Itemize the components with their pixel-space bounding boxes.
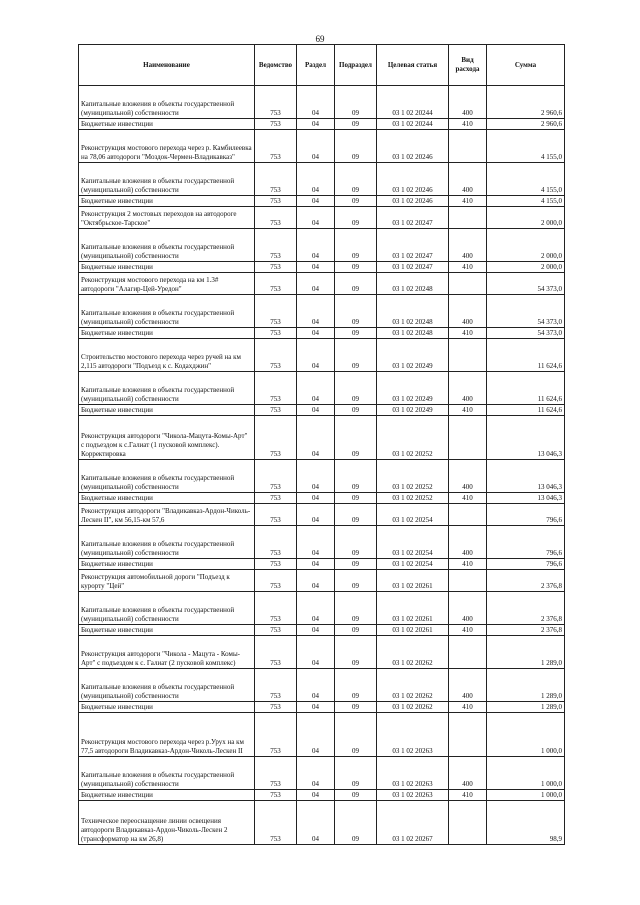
table-row bbox=[79, 119, 565, 130]
cell-razdel: 04 bbox=[297, 570, 335, 592]
cell-name: Бюджетные инвестиции bbox=[79, 328, 255, 339]
cell-vr bbox=[449, 273, 487, 295]
cell-vr bbox=[449, 636, 487, 669]
table-row bbox=[79, 592, 565, 625]
cell-ved: 753 bbox=[255, 702, 297, 713]
cell-vr bbox=[449, 801, 487, 845]
cell-ved: 753 bbox=[255, 526, 297, 559]
cell-ved: 753 bbox=[255, 636, 297, 669]
cell-sum: 1 000,0 bbox=[487, 757, 565, 790]
cell-csr: 03 1 02 20246 bbox=[377, 163, 449, 196]
cell-razdel: 04 bbox=[297, 196, 335, 207]
cell-ved: 753 bbox=[255, 207, 297, 229]
table-row bbox=[79, 229, 565, 262]
cell-ved: 753 bbox=[255, 339, 297, 372]
cell-razdel: 04 bbox=[297, 702, 335, 713]
cell-vr: 400 bbox=[449, 229, 487, 262]
table-row bbox=[79, 669, 565, 702]
cell-ved: 753 bbox=[255, 405, 297, 416]
cell-podrazdel: 09 bbox=[335, 207, 377, 229]
cell-name: Реконструкция автодороги "Чикола-Мацута-Комы-Арт" с подъездом к с.Галиат (1 пусковой комплекс). Корректировка bbox=[79, 416, 255, 460]
cell-vr: 400 bbox=[449, 460, 487, 493]
table-row bbox=[79, 493, 565, 504]
cell-sum: 1 000,0 bbox=[487, 713, 565, 757]
cell-ved: 753 bbox=[255, 119, 297, 130]
column-header-name: Наименование bbox=[79, 45, 255, 86]
cell-sum: 13 046,3 bbox=[487, 493, 565, 504]
cell-sum: 54 373,0 bbox=[487, 295, 565, 328]
cell-name: Реконструкция мостового перехода через р. Камбилеевка на 78,06 автодороги "Моздок-Чермен-Владикавказ" bbox=[79, 130, 255, 163]
cell-podrazdel: 09 bbox=[335, 757, 377, 790]
cell-name: Реконструкция автодороги "Чикола - Мацута - Комы-Арт" с подъездом к с. Галиат (2 пусковой комплекс) bbox=[79, 636, 255, 669]
cell-ved: 753 bbox=[255, 801, 297, 845]
column-header-ved: Ведомство bbox=[255, 45, 297, 86]
cell-name: Реконструкция 2 мостовых переходов на автодороге "Октябрьское-Тарское" bbox=[79, 207, 255, 229]
table-row bbox=[79, 273, 565, 295]
table-header-row bbox=[79, 45, 565, 86]
cell-ved: 753 bbox=[255, 504, 297, 526]
cell-razdel: 04 bbox=[297, 504, 335, 526]
cell-name: Бюджетные инвестиции bbox=[79, 196, 255, 207]
page-number: 69 bbox=[315, 34, 325, 44]
cell-sum: 4 155,0 bbox=[487, 130, 565, 163]
column-header-podrazdel: Подраздел bbox=[335, 45, 377, 86]
cell-vr: 410 bbox=[449, 702, 487, 713]
cell-vr bbox=[449, 416, 487, 460]
table-row bbox=[79, 262, 565, 273]
cell-csr: 03 1 02 20262 bbox=[377, 669, 449, 702]
cell-csr: 03 1 02 20263 bbox=[377, 713, 449, 757]
cell-vr: 410 bbox=[449, 405, 487, 416]
cell-csr: 03 1 02 20246 bbox=[377, 196, 449, 207]
cell-csr: 03 1 02 20252 bbox=[377, 460, 449, 493]
cell-razdel: 04 bbox=[297, 713, 335, 757]
cell-podrazdel: 09 bbox=[335, 559, 377, 570]
cell-name: Капитальные вложения в объекты государственной (муниципальной) собственности bbox=[79, 757, 255, 790]
cell-sum: 54 373,0 bbox=[487, 273, 565, 295]
cell-podrazdel: 09 bbox=[335, 625, 377, 636]
cell-vr bbox=[449, 713, 487, 757]
cell-razdel: 04 bbox=[297, 757, 335, 790]
table-row bbox=[79, 570, 565, 592]
cell-vr bbox=[449, 339, 487, 372]
cell-ved: 753 bbox=[255, 262, 297, 273]
cell-name: Капитальные вложения в объекты государственной (муниципальной) собственности bbox=[79, 669, 255, 702]
table-row bbox=[79, 196, 565, 207]
cell-name: Бюджетные инвестиции bbox=[79, 262, 255, 273]
cell-csr: 03 1 02 20254 bbox=[377, 526, 449, 559]
cell-csr: 03 1 02 20248 bbox=[377, 273, 449, 295]
table-row bbox=[79, 702, 565, 713]
cell-sum: 54 373,0 bbox=[487, 328, 565, 339]
cell-ved: 753 bbox=[255, 273, 297, 295]
table-row bbox=[79, 207, 565, 229]
cell-csr: 03 1 02 20262 bbox=[377, 636, 449, 669]
cell-sum: 13 046,3 bbox=[487, 416, 565, 460]
cell-razdel: 04 bbox=[297, 372, 335, 405]
cell-razdel: 04 bbox=[297, 86, 335, 119]
cell-name: Бюджетные инвестиции bbox=[79, 493, 255, 504]
cell-razdel: 04 bbox=[297, 592, 335, 625]
table-body bbox=[79, 86, 565, 845]
table-row bbox=[79, 163, 565, 196]
cell-ved: 753 bbox=[255, 559, 297, 570]
table-row bbox=[79, 295, 565, 328]
cell-ved: 753 bbox=[255, 669, 297, 702]
cell-vr: 410 bbox=[449, 790, 487, 801]
cell-ved: 753 bbox=[255, 625, 297, 636]
table-row bbox=[79, 405, 565, 416]
cell-sum: 796,6 bbox=[487, 526, 565, 559]
table-row bbox=[79, 526, 565, 559]
cell-razdel: 04 bbox=[297, 801, 335, 845]
cell-ved: 753 bbox=[255, 460, 297, 493]
table-row bbox=[79, 460, 565, 493]
cell-razdel: 04 bbox=[297, 405, 335, 416]
cell-podrazdel: 09 bbox=[335, 504, 377, 526]
cell-razdel: 04 bbox=[297, 163, 335, 196]
cell-razdel: 04 bbox=[297, 460, 335, 493]
cell-podrazdel: 09 bbox=[335, 416, 377, 460]
table-row bbox=[79, 559, 565, 570]
cell-name: Капитальные вложения в объекты государственной (муниципальной) собственности bbox=[79, 295, 255, 328]
cell-sum: 98,9 bbox=[487, 801, 565, 845]
cell-name: Реконструкция мостового перехода на км 1.3# автодороги "Алагир-Цей-Уредон" bbox=[79, 273, 255, 295]
table-row bbox=[79, 625, 565, 636]
cell-razdel: 04 bbox=[297, 295, 335, 328]
cell-ved: 753 bbox=[255, 328, 297, 339]
cell-name: Бюджетные инвестиции bbox=[79, 559, 255, 570]
cell-name: Капитальные вложения в объекты государственной (муниципальной) собственности bbox=[79, 86, 255, 119]
cell-razdel: 04 bbox=[297, 636, 335, 669]
cell-csr: 03 1 02 20247 bbox=[377, 229, 449, 262]
cell-sum: 2 376,8 bbox=[487, 570, 565, 592]
cell-ved: 753 bbox=[255, 592, 297, 625]
cell-name: Техническое переоснащение линии освещения автодороги Владикавказ-Ардон-Чиколь-Лескен 2 (трансформатор на км 26,8) bbox=[79, 801, 255, 845]
cell-razdel: 04 bbox=[297, 790, 335, 801]
cell-name: Бюджетные инвестиции bbox=[79, 625, 255, 636]
cell-name: Бюджетные инвестиции bbox=[79, 702, 255, 713]
cell-vr: 410 bbox=[449, 493, 487, 504]
cell-csr: 03 1 02 20249 bbox=[377, 405, 449, 416]
cell-vr: 400 bbox=[449, 526, 487, 559]
cell-sum: 2 960,6 bbox=[487, 119, 565, 130]
cell-podrazdel: 09 bbox=[335, 801, 377, 845]
column-header-vr: Вид расхода bbox=[449, 45, 487, 86]
cell-razdel: 04 bbox=[297, 262, 335, 273]
cell-vr: 400 bbox=[449, 295, 487, 328]
cell-podrazdel: 09 bbox=[335, 405, 377, 416]
cell-sum: 1 289,0 bbox=[487, 669, 565, 702]
cell-vr bbox=[449, 130, 487, 163]
cell-name: Реконструкция автодороги "Владикавказ-Ардон-Чиколь-Лескен II", км 56,15-км 57,6 bbox=[79, 504, 255, 526]
cell-csr: 03 1 02 20254 bbox=[377, 504, 449, 526]
cell-sum: 11 624,6 bbox=[487, 339, 565, 372]
cell-ved: 753 bbox=[255, 790, 297, 801]
cell-podrazdel: 09 bbox=[335, 86, 377, 119]
cell-vr bbox=[449, 504, 487, 526]
cell-podrazdel: 09 bbox=[335, 636, 377, 669]
cell-razdel: 04 bbox=[297, 328, 335, 339]
cell-name: Бюджетные инвестиции bbox=[79, 405, 255, 416]
cell-csr: 03 1 02 20263 bbox=[377, 757, 449, 790]
cell-csr: 03 1 02 20252 bbox=[377, 493, 449, 504]
cell-podrazdel: 09 bbox=[335, 460, 377, 493]
cell-ved: 753 bbox=[255, 416, 297, 460]
cell-razdel: 04 bbox=[297, 625, 335, 636]
cell-ved: 753 bbox=[255, 493, 297, 504]
cell-vr: 410 bbox=[449, 559, 487, 570]
cell-vr: 410 bbox=[449, 262, 487, 273]
table-row bbox=[79, 339, 565, 372]
cell-ved: 753 bbox=[255, 295, 297, 328]
cell-csr: 03 1 02 20261 bbox=[377, 625, 449, 636]
cell-podrazdel: 09 bbox=[335, 196, 377, 207]
cell-name: Капитальные вложения в объекты государственной (муниципальной) собственности bbox=[79, 372, 255, 405]
table-row bbox=[79, 713, 565, 757]
cell-podrazdel: 09 bbox=[335, 702, 377, 713]
column-header-sum: Сумма bbox=[487, 45, 565, 86]
table-row bbox=[79, 790, 565, 801]
column-header-csr: Целевая статья bbox=[377, 45, 449, 86]
table-row bbox=[79, 801, 565, 845]
cell-sum: 4 155,0 bbox=[487, 196, 565, 207]
cell-podrazdel: 09 bbox=[335, 372, 377, 405]
cell-sum: 11 624,6 bbox=[487, 405, 565, 416]
cell-vr: 400 bbox=[449, 669, 487, 702]
cell-podrazdel: 09 bbox=[335, 790, 377, 801]
cell-ved: 753 bbox=[255, 570, 297, 592]
cell-name: Капитальные вложения в объекты государственной (муниципальной) собственности bbox=[79, 460, 255, 493]
cell-podrazdel: 09 bbox=[335, 262, 377, 273]
cell-podrazdel: 09 bbox=[335, 295, 377, 328]
cell-vr: 410 bbox=[449, 119, 487, 130]
cell-name: Капитальные вложения в объекты государственной (муниципальной) собственности bbox=[79, 526, 255, 559]
cell-razdel: 04 bbox=[297, 207, 335, 229]
cell-razdel: 04 bbox=[297, 559, 335, 570]
table-row bbox=[79, 636, 565, 669]
cell-ved: 753 bbox=[255, 196, 297, 207]
cell-razdel: 04 bbox=[297, 493, 335, 504]
cell-ved: 753 bbox=[255, 130, 297, 163]
cell-name: Бюджетные инвестиции bbox=[79, 119, 255, 130]
cell-podrazdel: 09 bbox=[335, 526, 377, 559]
table-row bbox=[79, 130, 565, 163]
cell-podrazdel: 09 bbox=[335, 339, 377, 372]
cell-podrazdel: 09 bbox=[335, 119, 377, 130]
cell-sum: 2 960,6 bbox=[487, 86, 565, 119]
cell-vr: 400 bbox=[449, 592, 487, 625]
cell-csr: 03 1 02 20254 bbox=[377, 559, 449, 570]
cell-podrazdel: 09 bbox=[335, 669, 377, 702]
cell-csr: 03 1 02 20249 bbox=[377, 372, 449, 405]
cell-ved: 753 bbox=[255, 372, 297, 405]
table-row bbox=[79, 372, 565, 405]
cell-sum: 796,6 bbox=[487, 559, 565, 570]
cell-razdel: 04 bbox=[297, 229, 335, 262]
cell-csr: 03 1 02 20262 bbox=[377, 702, 449, 713]
cell-vr: 400 bbox=[449, 372, 487, 405]
cell-razdel: 04 bbox=[297, 339, 335, 372]
cell-razdel: 04 bbox=[297, 130, 335, 163]
cell-csr: 03 1 02 20248 bbox=[377, 295, 449, 328]
cell-vr bbox=[449, 207, 487, 229]
cell-csr: 03 1 02 20261 bbox=[377, 592, 449, 625]
cell-vr: 400 bbox=[449, 757, 487, 790]
cell-vr: 400 bbox=[449, 163, 487, 196]
cell-vr: 410 bbox=[449, 625, 487, 636]
cell-podrazdel: 09 bbox=[335, 493, 377, 504]
cell-sum: 2 376,8 bbox=[487, 625, 565, 636]
table-row bbox=[79, 86, 565, 119]
table-row bbox=[79, 416, 565, 460]
cell-name: Капитальные вложения в объекты государственной (муниципальной) собственности bbox=[79, 163, 255, 196]
cell-vr bbox=[449, 570, 487, 592]
cell-podrazdel: 09 bbox=[335, 273, 377, 295]
cell-name: Реконструкция автомобильной дороги "Подъезд к курорту "Цей" bbox=[79, 570, 255, 592]
cell-podrazdel: 09 bbox=[335, 713, 377, 757]
cell-razdel: 04 bbox=[297, 416, 335, 460]
cell-razdel: 04 bbox=[297, 273, 335, 295]
cell-name: Реконструкция мостового перехода через р.Урух на км 77,5 автодороги Владикавказ-Ардон-Чиколь-Лескен II bbox=[79, 713, 255, 757]
table-row bbox=[79, 328, 565, 339]
cell-podrazdel: 09 bbox=[335, 229, 377, 262]
cell-ved: 753 bbox=[255, 86, 297, 119]
cell-sum: 1 000,0 bbox=[487, 790, 565, 801]
table-row bbox=[79, 757, 565, 790]
cell-razdel: 04 bbox=[297, 526, 335, 559]
cell-sum: 2 000,0 bbox=[487, 229, 565, 262]
cell-podrazdel: 09 bbox=[335, 592, 377, 625]
cell-name: Капитальные вложения в объекты государственной (муниципальной) собственности bbox=[79, 592, 255, 625]
cell-name: Бюджетные инвестиции bbox=[79, 790, 255, 801]
cell-sum: 2 376,8 bbox=[487, 592, 565, 625]
cell-ved: 753 bbox=[255, 757, 297, 790]
budget-table bbox=[78, 44, 565, 845]
table-row bbox=[79, 504, 565, 526]
cell-csr: 03 1 02 20263 bbox=[377, 790, 449, 801]
cell-podrazdel: 09 bbox=[335, 328, 377, 339]
cell-sum: 4 155,0 bbox=[487, 163, 565, 196]
cell-vr: 410 bbox=[449, 328, 487, 339]
cell-csr: 03 1 02 20247 bbox=[377, 262, 449, 273]
cell-csr: 03 1 02 20247 bbox=[377, 207, 449, 229]
cell-sum: 796,6 bbox=[487, 504, 565, 526]
cell-podrazdel: 09 bbox=[335, 130, 377, 163]
cell-csr: 03 1 02 20244 bbox=[377, 86, 449, 119]
cell-ved: 753 bbox=[255, 713, 297, 757]
cell-ved: 753 bbox=[255, 163, 297, 196]
cell-csr: 03 1 02 20252 bbox=[377, 416, 449, 460]
cell-csr: 03 1 02 20246 bbox=[377, 130, 449, 163]
cell-podrazdel: 09 bbox=[335, 570, 377, 592]
cell-csr: 03 1 02 20248 bbox=[377, 328, 449, 339]
cell-sum: 1 289,0 bbox=[487, 702, 565, 713]
column-header-razdel: Раздел bbox=[297, 45, 335, 86]
cell-csr: 03 1 02 20249 bbox=[377, 339, 449, 372]
cell-sum: 13 046,3 bbox=[487, 460, 565, 493]
cell-csr: 03 1 02 20244 bbox=[377, 119, 449, 130]
cell-csr: 03 1 02 20267 bbox=[377, 801, 449, 845]
cell-csr: 03 1 02 20261 bbox=[377, 570, 449, 592]
cell-razdel: 04 bbox=[297, 119, 335, 130]
cell-razdel: 04 bbox=[297, 669, 335, 702]
cell-podrazdel: 09 bbox=[335, 163, 377, 196]
cell-ved: 753 bbox=[255, 229, 297, 262]
cell-sum: 2 000,0 bbox=[487, 262, 565, 273]
cell-name: Капитальные вложения в объекты государственной (муниципальной) собственности bbox=[79, 229, 255, 262]
cell-sum: 2 000,0 bbox=[487, 207, 565, 229]
cell-sum: 11 624,6 bbox=[487, 372, 565, 405]
cell-vr: 410 bbox=[449, 196, 487, 207]
cell-vr: 400 bbox=[449, 86, 487, 119]
cell-sum: 1 289,0 bbox=[487, 636, 565, 669]
cell-name: Строительство мостового перехода через ручей на км 2,115 автодороги "Подъезд к с. Кодахджин" bbox=[79, 339, 255, 372]
